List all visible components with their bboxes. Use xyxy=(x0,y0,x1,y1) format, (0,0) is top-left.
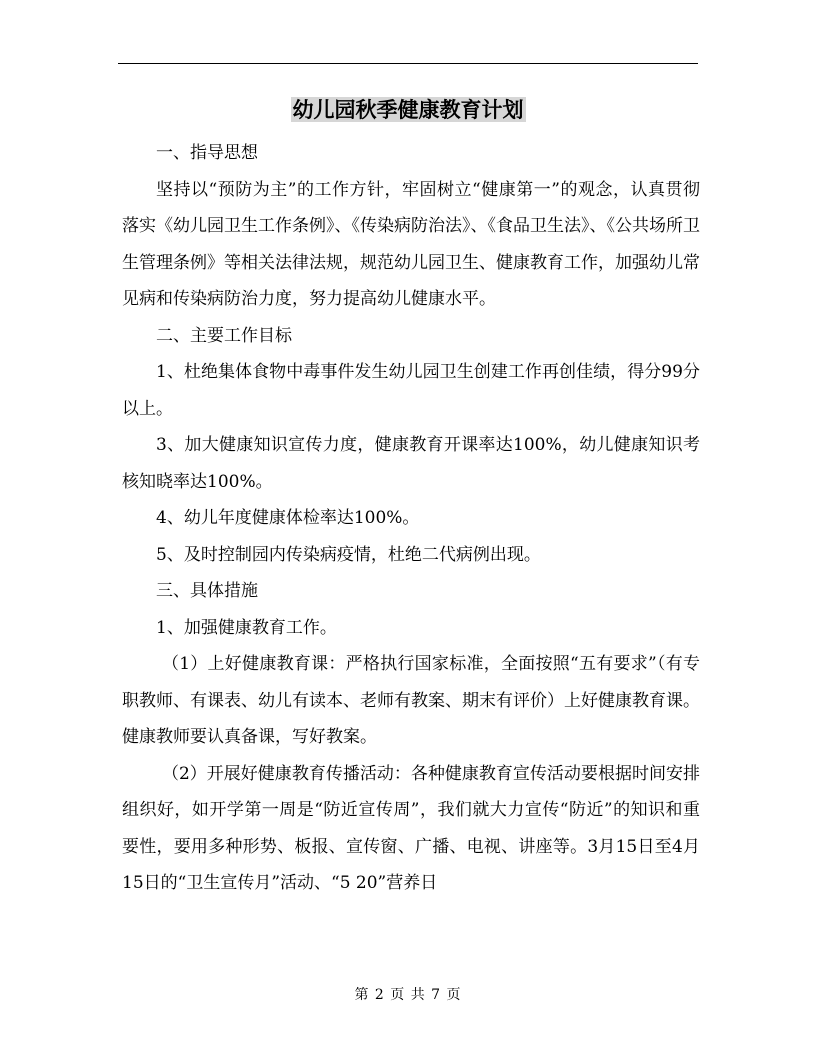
goal-item-3: 3、加大健康知识宣传力度，健康教育开课率达100%，幼儿健康知识考核知晓率达100%。 xyxy=(122,435,700,492)
page-footer xyxy=(0,983,816,1007)
measure-subitem-1: （1）上好健康教育课：严格执行国家标准，全面按照“五有要求”（有专职教师、有课表、幼儿有读本、老师有教案、期末有评价）上好健康教育课。健康教师要认真备课，写好教案。 xyxy=(122,654,700,747)
section-heading-3: 三、具体措施 xyxy=(156,581,258,601)
document-title-text: 幼儿园秋季健康教育计划 xyxy=(292,97,524,122)
goal-item-5: 5、及时控制园内传染病疫情，杜绝二代病例出现。 xyxy=(156,544,541,565)
paragraph-guiding-principle: 坚持以“预防为主”的工作方针，牢固树立“健康第一”的观念，认真贯彻落实《幼儿园卫生工作条例》、《传染病防治法》、《食品卫生法》、《公共场所卫生管理条例》等相关法律法规，规范幼儿园卫生、健康教育工作，加强幼儿常见病和传染病防治力度，努力提高幼儿健康水平。 xyxy=(122,179,700,309)
goal-item-1: 1、杜绝集体食物中毒事件发生幼儿园卫生创建工作再创佳绩，得分99分以上。 xyxy=(122,362,700,419)
page-number-label: 第 2 页 共 7 页 xyxy=(354,987,462,1003)
measure-subitem-2: （2）开展好健康教育传播活动：各种健康教育宣传活动要根据时间安排组织好，如开学第一周是“防近宣传周”，我们就大力宣传“防近”的知识和重要性，要用多种形势、板报、宣传窗、广播、电视、讲座等。3月15日至4月15日的“卫生宣传月”活动、“5 20”营养日 xyxy=(122,763,700,893)
section-heading-2: 二、主要工作目标 xyxy=(156,325,292,346)
goal-item-4: 4、幼儿年度健康体检率达100%。 xyxy=(156,508,420,528)
document-body xyxy=(122,135,700,902)
section-heading-1: 一、指导思想 xyxy=(156,143,258,163)
measure-item-1: 1、加强健康教育工作。 xyxy=(156,617,337,638)
header-rule xyxy=(118,63,698,64)
document-title xyxy=(0,95,816,125)
